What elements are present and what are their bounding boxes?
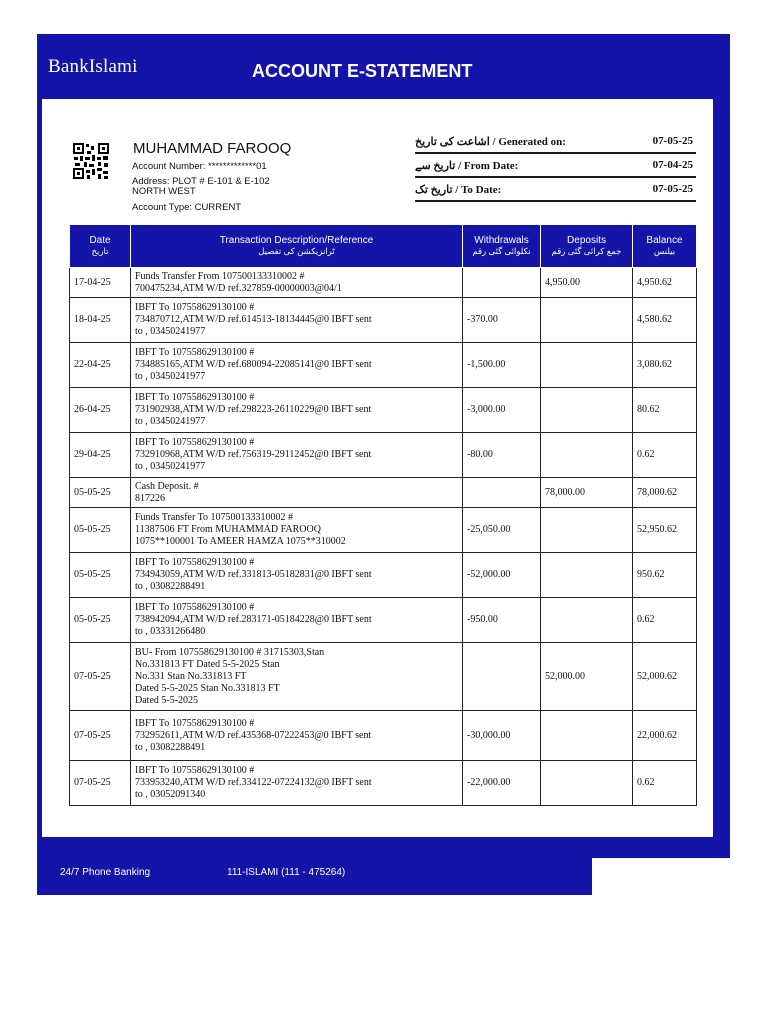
header-en: Balance (646, 235, 683, 246)
description-line: 732952611,ATM W/D ref.435368-07222453@0 IBFT sent (135, 729, 372, 741)
table-row (70, 643, 697, 711)
withdrawal-cell (463, 643, 541, 711)
description-cell (131, 388, 463, 433)
description-line: IBFT To 107558629130100 # (135, 602, 255, 613)
date-cell: 26-04-25 (70, 388, 131, 433)
meta-from-date (415, 154, 696, 178)
description-cell (131, 508, 463, 553)
description-line: 738942094,ATM W/D ref.283171-05184228@0 IBFT sent (135, 614, 372, 625)
balance-cell: 0.62 (633, 598, 697, 643)
header-en: Date (89, 235, 111, 246)
balance-cell: 52,000.62 (633, 643, 697, 711)
description-line: IBFT To 107558629130100 # (135, 557, 255, 568)
table-row (70, 298, 697, 343)
description-line: No.331 Stan No.331813 FT (135, 670, 247, 682)
col-header-deposits (541, 225, 633, 268)
description-cell (131, 298, 463, 343)
deposit-cell (541, 553, 633, 598)
bank-logo: BankIslami (48, 56, 138, 77)
description-cell (131, 268, 463, 298)
transactions-body (70, 268, 697, 806)
description-line: IBFT To 107558629130100 # (135, 765, 255, 776)
date-cell: 07-05-25 (70, 643, 131, 711)
date-cell: 07-05-25 (70, 711, 131, 761)
deposit-cell: 78,000.00 (541, 478, 633, 508)
table-row (70, 598, 697, 643)
balance-cell: 4,950.62 (633, 268, 697, 298)
table-row (70, 478, 697, 508)
withdrawal-cell: -3,000.00 (463, 388, 541, 433)
customer-name: MUHAMMAD FAROOQ (133, 140, 292, 157)
date-cell: 05-05-25 (70, 598, 131, 643)
table-header-row (70, 225, 697, 268)
meta-value: 07-05-25 (652, 135, 693, 147)
description-line: 700475234,ATM W/D ref.327859-00000003@04/1 (135, 282, 342, 294)
footer-phone-banking: 24/7 Phone Banking (60, 867, 151, 878)
col-header-withdrawals (463, 225, 541, 268)
balance-cell: 22,000.62 (633, 711, 697, 761)
description-cell (131, 761, 463, 806)
description-line: 733953240,ATM W/D ref.334122-07224132@0 IBFT sent (135, 777, 372, 788)
balance-cell: 0.62 (633, 761, 697, 806)
meta-value: 07-04-25 (652, 159, 693, 171)
address-line-1: Address: PLOT # E-101 & E-102 (132, 176, 270, 187)
withdrawal-cell: -30,000.00 (463, 711, 541, 761)
description-line: IBFT To 107558629130100 # (135, 392, 255, 403)
description-line: 732910968,ATM W/D ref.756319-29112452@0 IBFT sent (135, 449, 372, 460)
description-cell (131, 343, 463, 388)
account-number: Account Number: *************01 (132, 161, 267, 172)
table-row (70, 711, 697, 761)
deposit-cell: 52,000.00 (541, 643, 633, 711)
description-line: 817226 (135, 492, 165, 504)
balance-cell: 52,950.62 (633, 508, 697, 553)
description-cell (131, 598, 463, 643)
header-ur: ٹرانزیکشن کی تفصیل (258, 246, 335, 256)
withdrawal-cell: -1,500.00 (463, 343, 541, 388)
description-cell (131, 643, 463, 711)
description-cell (131, 553, 463, 598)
withdrawal-cell: -370.00 (463, 298, 541, 343)
meta-label: تاریخ سے / From Date: (415, 160, 519, 172)
qr-code-icon (72, 142, 110, 180)
description-line: IBFT To 107558629130100 # (135, 347, 255, 358)
description-line: IBFT To 107558629130100 # (135, 302, 255, 313)
address-line-2: NORTH WEST (132, 186, 196, 197)
header-en: Transaction Description/Reference (219, 235, 374, 246)
withdrawal-cell: -22,000.00 (463, 761, 541, 806)
withdrawal-cell (463, 268, 541, 298)
balance-cell: 950.62 (633, 553, 697, 598)
col-header-date (70, 225, 131, 268)
balance-cell: 80.62 (633, 388, 697, 433)
description-cell (131, 433, 463, 478)
balance-cell: 4,580.62 (633, 298, 697, 343)
description-line: 734885165,ATM W/D ref.680094-22085141@0 IBFT sent (135, 359, 372, 370)
description-line: to , 03082288491 (135, 741, 206, 753)
header-ur: بیلنس (653, 246, 676, 256)
footer-phone-number: 111-ISLAMI (111 - 475264) (227, 867, 346, 878)
header-en: Deposits (567, 235, 606, 246)
withdrawal-cell: -950.00 (463, 598, 541, 643)
table-row (70, 388, 697, 433)
date-cell: 17-04-25 (70, 268, 131, 298)
description-line: 734943059,ATM W/D ref.331813-05182831@0 IBFT sent (135, 569, 372, 580)
description-line: to , 03082288491 (135, 581, 206, 592)
deposit-cell (541, 711, 633, 761)
description-line: Cash Deposit. # (135, 480, 199, 492)
deposit-cell (541, 343, 633, 388)
footer-corner (592, 858, 730, 895)
description-line: 734870712,ATM W/D ref.614513-18134445@0 IBFT sent (135, 314, 372, 325)
deposit-cell (541, 388, 633, 433)
transactions-table (69, 224, 697, 806)
header-ur: نکلوائی گئی رقم (472, 246, 531, 256)
meta-label: اشاعت کی تاریخ / Generated on: (415, 136, 566, 148)
statement-meta (415, 130, 696, 202)
description-cell (131, 478, 463, 508)
balance-cell: 3,080.62 (633, 343, 697, 388)
withdrawal-cell (463, 478, 541, 508)
withdrawal-cell: -80.00 (463, 433, 541, 478)
meta-value: 07-05-25 (652, 183, 693, 195)
deposit-cell: 4,950.00 (541, 268, 633, 298)
date-cell: 07-05-25 (70, 761, 131, 806)
deposit-cell (541, 761, 633, 806)
header-ur: جمع کرائی گئی رقم (551, 246, 622, 256)
description-line: IBFT To 107558629130100 # (135, 437, 255, 448)
withdrawal-cell: -52,000.00 (463, 553, 541, 598)
header-en: Withdrawals (474, 235, 529, 246)
description-line: to , 03450241977 (135, 461, 206, 472)
description-line: 731902938,ATM W/D ref.298223-26110229@0 IBFT sent (135, 404, 372, 415)
table-row (70, 553, 697, 598)
description-line: to , 03450241977 (135, 326, 206, 337)
balance-cell: 78,000.62 (633, 478, 697, 508)
balance-cell: 0.62 (633, 433, 697, 478)
header-ur: تاریخ (91, 246, 109, 256)
deposit-cell (541, 433, 633, 478)
table-row (70, 268, 697, 298)
description-line: Funds Transfer To 107500133310002 # (135, 512, 294, 523)
table-row (70, 343, 697, 388)
withdrawal-cell: -25,050.00 (463, 508, 541, 553)
meta-label: تاریخ تک / To Date: (415, 184, 502, 196)
date-cell: 18-04-25 (70, 298, 131, 343)
deposit-cell (541, 508, 633, 553)
table-row (70, 433, 697, 478)
description-line: to , 03331266480 (135, 626, 206, 637)
table-row (70, 508, 697, 553)
description-line: BU- From 107558629130100 # 31715303,Stan (135, 646, 325, 658)
date-cell: 05-05-25 (70, 553, 131, 598)
description-cell (131, 711, 463, 761)
deposit-cell (541, 598, 633, 643)
table-row (70, 761, 697, 806)
statement-title: ACCOUNT E-STATEMENT (252, 61, 473, 81)
description-line: to , 03450241977 (135, 371, 206, 382)
date-cell: 22-04-25 (70, 343, 131, 388)
col-header-description (131, 225, 463, 268)
description-line: Dated 5-5-2025 Stan No.331813 FT (135, 682, 280, 694)
description-line: IBFT To 107558629130100 # (135, 717, 255, 729)
account-type: Account Type: CURRENT (132, 202, 242, 213)
meta-to-date (415, 178, 696, 202)
date-cell: 05-05-25 (70, 478, 131, 508)
description-line: No.331813 FT Dated 5-5-2025 Stan (135, 658, 280, 670)
description-line: to , 03450241977 (135, 416, 206, 427)
description-line: 11387506 FT From MUHAMMAD FAROOQ (135, 524, 321, 535)
description-line: Funds Transfer From 107500133310002 # (135, 270, 305, 282)
deposit-cell (541, 298, 633, 343)
description-line: to , 03052091340 (135, 789, 206, 800)
meta-generated-on (415, 130, 696, 154)
description-line: Dated 5-5-2025 (135, 694, 199, 706)
date-cell: 05-05-25 (70, 508, 131, 553)
description-line: 1075**100001 To AMEER HAMZA 1075**310002 (135, 536, 346, 547)
date-cell: 29-04-25 (70, 433, 131, 478)
col-header-balance (633, 225, 697, 268)
